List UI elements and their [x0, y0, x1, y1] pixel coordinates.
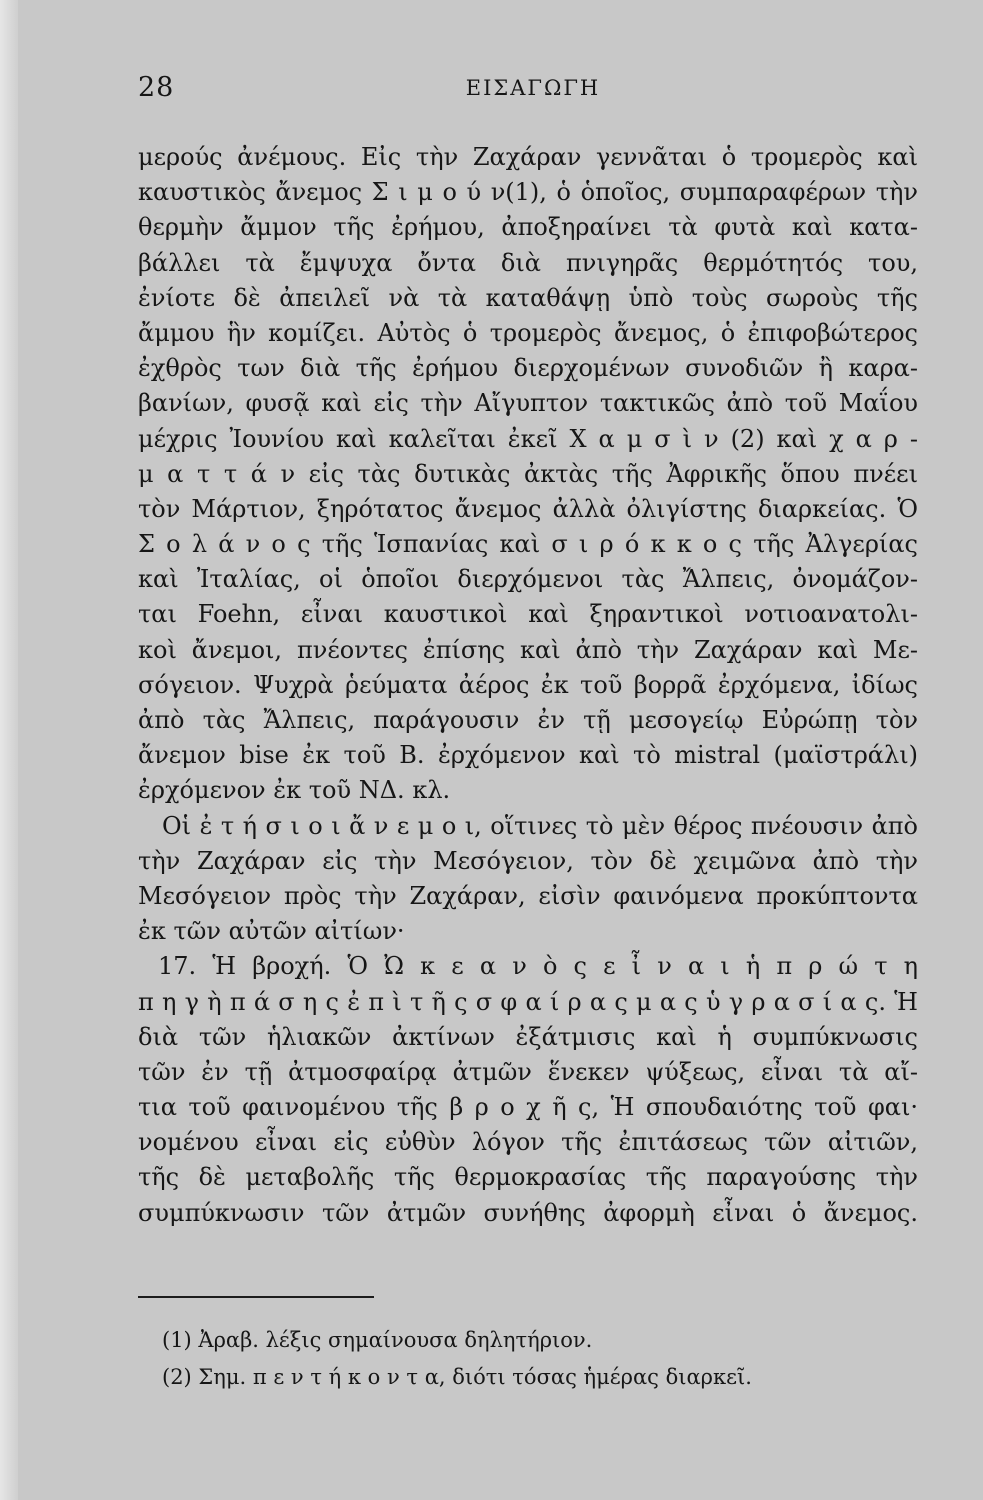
- footnotes: [138, 1322, 898, 1396]
- text-line: θερμὴν ἄμμον τῆς ἐρήμου, ἀποξηραίνει τὰ φυτὰ καὶ κατα-: [138, 213, 918, 242]
- text-line: μέχρις Ἰουνίου καὶ καλεῖται ἐκεῖ Χ α μ σ ὶ ν (2) καὶ χ α ρ -: [138, 424, 918, 453]
- text-line: ἐνίοτε δὲ ἀπειλεῖ νὰ τὰ καταθάψῃ ὑπὸ τοὺς σωροὺς τῆς: [138, 283, 918, 312]
- text-line: καυστικὸς ἄνεμος Σ ι μ ο ύ ν(1), ὁ ὁποῖος, συμπαραφέρων τὴν: [138, 178, 918, 207]
- text-line: μερούς ἀνέμους. Εἰς τὴν Ζαχάραν γεννᾶται ὁ τρομερὸς καὶ: [138, 143, 918, 171]
- text-line: ἀπὸ τὰς Ἄλπεις, παράγουσιν ἐν τῇ μεσογείῳ Εὐρώπῃ τὸν: [138, 706, 918, 734]
- footnote: (1) Ἀραβ. λέξις σημαίνουσα δηλητήριον.: [162, 1328, 593, 1352]
- text-line: καὶ Ἰταλίας, οἱ ὁποῖοι διερχόμενοι τὰς Ἄλπεις, ὀνομάζον-: [138, 565, 918, 594]
- text-line: ἄνεμον bise ἐκ τοῦ Β. ἐρχόμενον καὶ τὸ mistral (μαϊστράλι): [138, 741, 918, 770]
- text-line: Μεσόγειον πρὸς τὴν Ζαχάραν, εἰσὶν φαινόμενα προκύπτοντα: [138, 881, 918, 910]
- text-line: π η γ ὴ π ά σ η ς ἐ π ὶ τ ῆ ς σ φ α ί ρ α ς μ α ς ὑ γ ρ α σ ί α ς. Ἡ: [138, 987, 918, 1016]
- text-line: διὰ τῶν ἡλιακῶν ἀκτίνων ἐξάτμισις καὶ ἡ συμπύκνωσις: [138, 1022, 918, 1051]
- text-line: τῆς δὲ μεταβολῆς τῆς θερμοκρασίας τῆς παραγούσης τὴν: [138, 1163, 918, 1192]
- text-line: συμπύκνωσιν τῶν ἀτμῶν συνήθης ἀφορμὴ εἶναι ὁ ἄνεμος.: [138, 1198, 918, 1227]
- text-line: τια τοῦ φαινομένου τῆς β ρ ο χ ῆ ς, Ἡ σπουδαιότης τοῦ φαι·: [138, 1093, 918, 1122]
- text-line: Οἱ ἐ τ ή σ ι ο ι ἄ ν ε μ ο ι, οἵτινες τὸ μὲν θέρος πνέουσιν ἀπὸ: [162, 811, 918, 840]
- text-line: τῶν ἐν τῇ ἀτμοσφαίρᾳ ἀτμῶν ἕνεκεν ψύξεως, εἶναι τὰ αἴ-: [138, 1057, 918, 1086]
- text-line: ἄμμου ἣν κομίζει. Αὐτὸς ὁ τρομερὸς ἄνεμος, ὁ ἐπιφοβώτερος: [138, 318, 918, 347]
- text-line: νομένου εἶναι εἰς εὐθὺν λόγον τῆς ἐπιτάσεως τῶν αἰτιῶν,: [138, 1128, 918, 1157]
- text-line: ἐρχόμενον ἐκ τοῦ ΝΔ. κλ.: [138, 776, 451, 805]
- text-line: τὸν Μάρτιον, ξηρότατος ἄνεμος ἀλλὰ ὀλιγίστης διαρκείας. Ὁ: [138, 494, 918, 523]
- section-heading-line: 17. Ἡ βροχή. Ὁ Ὠ κ ε α ν ὸ ς ε ἶ ν α ι ἡ π ρ ώ τ η: [158, 952, 918, 981]
- page-edge: [0, 0, 18, 1500]
- running-head: ΕΙΣΑΓΩΓΗ: [465, 76, 601, 100]
- page-number: 28: [138, 72, 175, 103]
- text-line: ἐκ τῶν αὐτῶν αἰτίων·: [138, 917, 405, 946]
- footnote-divider: [138, 1296, 374, 1298]
- text-line: ται Foehn, εἶναι καυστικοὶ καὶ ξηραντικοὶ νοτιοανατολι-: [138, 600, 918, 629]
- text-line: βάλλει τὰ ἔμψυχα ὄντα διὰ πνιγηρᾶς θερμότητός του,: [138, 248, 918, 277]
- footnote: (2) Σημ. π ε ν τ ή κ ο ν τ α, διότι τόσας ἡμέρας διαρκεῖ.: [162, 1365, 752, 1389]
- body-text: [138, 140, 918, 1231]
- text-line: τὴν Ζαχάραν εἰς τὴν Μεσόγειον, τὸν δὲ χειμῶνα ἀπὸ τὴν: [138, 846, 918, 875]
- text-line: Σ ο λ ά ν ο ς τῆς Ἱσπανίας καὶ σ ι ρ ό κ κ ο ς τῆς Ἀλγερίας: [138, 530, 918, 559]
- text-line: ἐχθρὸς των διὰ τῆς ἐρήμου διερχομένων συνοδιῶν ἢ καρα-: [138, 354, 918, 383]
- text-line: κοὶ ἄνεμοι, πνέοντες ἐπίσης καὶ ἀπὸ τὴν Ζαχάραν καὶ Με-: [138, 635, 918, 664]
- text-line: μ α τ τ ά ν εἰς τὰς δυτικὰς ἀκτὰς τῆς Ἀφρικῆς ὅπου πνέει: [138, 459, 918, 488]
- text-line: βανίων, φυσᾷ καὶ εἰς τὴν Αἴγυπτον τακτικῶς ἀπὸ τοῦ Μαΐου: [138, 389, 918, 418]
- page-header: [138, 72, 928, 112]
- text-line: σόγειον. Ψυχρὰ ῥεύματα ἀέρος ἐκ τοῦ βορρᾶ ἐρχόμενα, ἰδίως: [138, 670, 918, 699]
